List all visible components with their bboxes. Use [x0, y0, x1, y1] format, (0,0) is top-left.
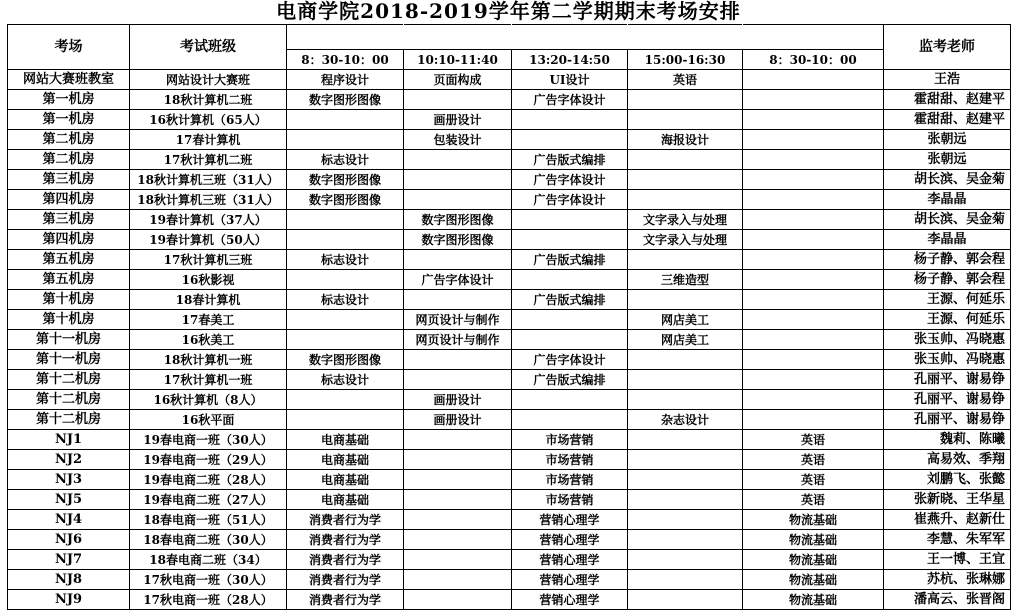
slot-4-cell[interactable]	[628, 490, 743, 510]
table-row	[8, 310, 1011, 330]
header-teachers[interactable]: 监考老师	[884, 25, 1011, 70]
table-row	[8, 510, 1011, 530]
slot-3-cell[interactable]	[512, 410, 628, 430]
slot-4-cell[interactable]	[628, 150, 743, 170]
slot-5-cell[interactable]: 英语	[743, 430, 884, 450]
table-row	[8, 170, 1011, 190]
class-cell[interactable]: 16秋计算机（8人）	[130, 390, 287, 410]
class-cell[interactable]: 16秋影视	[130, 270, 287, 290]
class-cell[interactable]: 17秋计算机三班	[130, 250, 287, 270]
slot-5-cell[interactable]	[743, 250, 884, 270]
room-cell[interactable]: NJ9	[8, 590, 130, 610]
table-row	[8, 70, 1011, 90]
slot-3-cell[interactable]	[512, 330, 628, 350]
sheet-title: 电商学院2018-2019学年第二学期期末考场安排	[276, 0, 741, 23]
exam-schedule-table	[7, 24, 1011, 610]
room-cell[interactable]: NJ3	[8, 470, 130, 490]
teachers-cell[interactable]: 孔丽平、谢易铮	[884, 390, 1011, 410]
slot-4-cell[interactable]	[628, 110, 743, 130]
room-cell[interactable]: 网站大赛班教室	[8, 70, 130, 90]
table-row	[8, 450, 1011, 470]
slot-4-cell[interactable]	[628, 90, 743, 110]
teachers-cell[interactable]: 张玉帅、冯晓惠	[884, 330, 1011, 350]
class-cell[interactable]: 17春计算机	[130, 130, 287, 150]
slot-5-cell[interactable]: 英语	[743, 450, 884, 470]
teachers-cell[interactable]: 杨子静、郭会程	[884, 270, 1011, 290]
teachers-cell[interactable]: 李晶晶	[884, 190, 1011, 210]
slot-1-cell[interactable]	[287, 390, 404, 410]
table-row	[8, 270, 1011, 290]
table-row	[8, 110, 1011, 130]
slot-3-cell[interactable]: 广告版式编排	[512, 150, 628, 170]
slot-2-cell[interactable]: 画册设计	[404, 410, 512, 430]
slot-2-cell[interactable]: 广告字体设计	[404, 270, 512, 290]
slot-1-cell[interactable]: 数字图形图像	[287, 190, 404, 210]
slot-1-cell[interactable]: 程序设计	[287, 70, 404, 90]
table-row	[8, 130, 1011, 150]
class-cell[interactable]: 17秋电商一班（30人）	[130, 570, 287, 590]
slot-5-cell[interactable]	[743, 290, 884, 310]
slot-2-cell[interactable]: 网页设计与制作	[404, 310, 512, 330]
slot-4-cell[interactable]: 杂志设计	[628, 410, 743, 430]
slot-4-cell[interactable]	[628, 430, 743, 450]
slot-5-cell[interactable]	[743, 90, 884, 110]
slot-1-cell[interactable]: 消费者行为学	[287, 510, 404, 530]
slot-3-cell[interactable]: 广告版式编排	[512, 290, 628, 310]
class-cell[interactable]: 19春计算机（50人）	[130, 230, 287, 250]
slot-5-cell[interactable]	[743, 230, 884, 250]
teachers-cell[interactable]: 魏莉、陈曦	[884, 430, 1011, 450]
slot-2-cell[interactable]	[404, 530, 512, 550]
slot-5-cell[interactable]	[743, 150, 884, 170]
slot-3-cell[interactable]: 营销心理学	[512, 570, 628, 590]
slot-4-cell[interactable]	[628, 390, 743, 410]
table-row	[8, 190, 1011, 210]
class-cell[interactable]: 16秋计算机（65人）	[130, 110, 287, 130]
table-row	[8, 290, 1011, 310]
slot-2-cell[interactable]	[404, 430, 512, 450]
teachers-cell[interactable]: 霍甜甜、赵建平	[884, 90, 1011, 110]
slot-2-cell[interactable]	[404, 150, 512, 170]
class-cell[interactable]: 18春计算机	[130, 290, 287, 310]
class-cell[interactable]: 网站设计大赛班	[130, 70, 287, 90]
table-row	[8, 230, 1011, 250]
slot-5-cell[interactable]: 物流基础	[743, 530, 884, 550]
slot-5-cell[interactable]	[743, 410, 884, 430]
slot-5-cell[interactable]	[743, 330, 884, 350]
slot-4-cell[interactable]	[628, 450, 743, 470]
slot-1-cell[interactable]: 标志设计	[287, 250, 404, 270]
slot-1-cell[interactable]: 标志设计	[287, 370, 404, 390]
class-cell[interactable]: 19春电商一班（30人）	[130, 430, 287, 450]
class-cell[interactable]: 18秋计算机二班	[130, 90, 287, 110]
slot-5-cell[interactable]	[743, 130, 884, 150]
slot-1-cell[interactable]	[287, 270, 404, 290]
class-cell[interactable]: 18春电商二班（34）	[130, 550, 287, 570]
slot-1-cell[interactable]: 消费者行为学	[287, 550, 404, 570]
slot-1-cell[interactable]: 数字图形图像	[287, 350, 404, 370]
room-cell[interactable]: 第十一机房	[8, 330, 130, 350]
slot-3-cell[interactable]	[512, 210, 628, 230]
slot-2-cell[interactable]	[404, 370, 512, 390]
class-cell[interactable]: 16秋美工	[130, 330, 287, 350]
slot-4-cell[interactable]	[628, 290, 743, 310]
header-time-slot-4[interactable]: 15:00-16:30	[628, 50, 743, 70]
room-cell[interactable]: NJ1	[8, 430, 130, 450]
class-cell[interactable]: 19春计算机（37人）	[130, 210, 287, 230]
class-cell[interactable]: 17秋计算机一班	[130, 370, 287, 390]
slot-5-cell[interactable]	[743, 170, 884, 190]
teachers-cell[interactable]: 王一博、王宜	[884, 550, 1011, 570]
slot-5-cell[interactable]: 物流基础	[743, 550, 884, 570]
teachers-cell[interactable]: 王源、何延乐	[884, 310, 1011, 330]
slot-5-cell[interactable]: 物流基础	[743, 510, 884, 530]
slot-2-cell[interactable]	[404, 190, 512, 210]
table-row	[8, 350, 1011, 370]
slot-4-cell[interactable]	[628, 510, 743, 530]
table-row	[8, 430, 1011, 450]
slot-3-cell[interactable]: 营销心理学	[512, 550, 628, 570]
teachers-cell[interactable]: 霍甜甜、赵建平	[884, 110, 1011, 130]
header-time-slot-1[interactable]: 8：30-10：00	[287, 50, 404, 70]
slot-2-cell[interactable]	[404, 510, 512, 530]
slot-5-cell[interactable]: 英语	[743, 470, 884, 490]
table-row	[8, 250, 1011, 270]
slot-4-cell[interactable]: 文字录入与处理	[628, 230, 743, 250]
slot-4-cell[interactable]	[628, 570, 743, 590]
room-cell[interactable]: NJ2	[8, 450, 130, 470]
slot-3-cell[interactable]: 营销心理学	[512, 510, 628, 530]
room-cell[interactable]: NJ8	[8, 570, 130, 590]
room-cell[interactable]: 第十一机房	[8, 350, 130, 370]
teachers-cell[interactable]: 孔丽平、谢易铮	[884, 410, 1011, 430]
teachers-cell[interactable]: 李晶晶	[884, 230, 1011, 250]
slot-4-cell[interactable]: 三维造型	[628, 270, 743, 290]
class-cell[interactable]: 16秋平面	[130, 410, 287, 430]
room-cell[interactable]: 第五机房	[8, 250, 130, 270]
class-cell[interactable]: 19春电商二班（27人）	[130, 490, 287, 510]
slot-3-cell[interactable]: 市场营销	[512, 470, 628, 490]
slot-1-cell[interactable]	[287, 230, 404, 250]
teachers-cell[interactable]: 孔丽平、谢易铮	[884, 370, 1011, 390]
slot-2-cell[interactable]	[404, 490, 512, 510]
room-cell[interactable]: 第一机房	[8, 90, 130, 110]
teachers-cell[interactable]: 李慧、朱军军	[884, 530, 1011, 550]
room-cell[interactable]: 第二机房	[8, 150, 130, 170]
slot-1-cell[interactable]	[287, 330, 404, 350]
slot-3-cell[interactable]: 广告字体设计	[512, 350, 628, 370]
schedule-rows	[8, 70, 1011, 610]
room-cell[interactable]: 第三机房	[8, 170, 130, 190]
slot-5-cell[interactable]	[743, 70, 884, 90]
slot-2-cell[interactable]	[404, 570, 512, 590]
header-blank-1[interactable]	[287, 25, 404, 50]
table-row	[8, 490, 1011, 510]
slot-3-cell[interactable]	[512, 110, 628, 130]
slot-1-cell[interactable]	[287, 210, 404, 230]
slot-1-cell[interactable]: 消费者行为学	[287, 570, 404, 590]
slot-2-cell[interactable]	[404, 470, 512, 490]
room-cell[interactable]: 第十二机房	[8, 390, 130, 410]
header-time-slot-3[interactable]: 13:20-14:50	[512, 50, 628, 70]
table-row	[8, 470, 1011, 490]
teachers-cell[interactable]: 胡长滨、吴金菊	[884, 170, 1011, 190]
room-cell[interactable]: 第四机房	[8, 190, 130, 210]
slot-2-cell[interactable]: 网页设计与制作	[404, 330, 512, 350]
slot-1-cell[interactable]: 电商基础	[287, 430, 404, 450]
table-row	[8, 90, 1011, 110]
table-row	[8, 370, 1011, 390]
slot-2-cell[interactable]: 数字图形图像	[404, 210, 512, 230]
slot-4-cell[interactable]	[628, 190, 743, 210]
room-cell[interactable]: 第十二机房	[8, 370, 130, 390]
table-row	[8, 330, 1011, 350]
slot-4-cell[interactable]: 英语	[628, 70, 743, 90]
slot-3-cell[interactable]: 广告字体设计	[512, 170, 628, 190]
slot-5-cell[interactable]: 物流基础	[743, 570, 884, 590]
class-cell[interactable]: 19春电商二班（28人）	[130, 470, 287, 490]
slot-4-cell[interactable]	[628, 550, 743, 570]
room-cell[interactable]: NJ5	[8, 490, 130, 510]
slot-1-cell[interactable]	[287, 110, 404, 130]
slot-2-cell[interactable]	[404, 590, 512, 610]
slot-2-cell[interactable]: 包装设计	[404, 130, 512, 150]
slot-1-cell[interactable]: 数字图形图像	[287, 90, 404, 110]
header-time-slot-5[interactable]: 8：30-10：00	[743, 50, 884, 70]
teachers-cell[interactable]: 刘鹏飞、张懿	[884, 470, 1011, 490]
slot-1-cell[interactable]: 消费者行为学	[287, 590, 404, 610]
class-cell[interactable]: 18春电商一班（51人）	[130, 510, 287, 530]
slot-2-cell[interactable]	[404, 90, 512, 110]
table-row	[8, 570, 1011, 590]
table-row	[8, 550, 1011, 570]
slot-4-cell[interactable]	[628, 370, 743, 390]
table-row	[8, 410, 1011, 430]
teachers-cell[interactable]: 杨子静、郭会程	[884, 250, 1011, 270]
slot-4-cell[interactable]	[628, 590, 743, 610]
teachers-cell[interactable]: 潘高云、张晋阁	[884, 590, 1011, 610]
class-cell[interactable]: 18春电商二班（30人）	[130, 530, 287, 550]
slot-3-cell[interactable]: 广告字体设计	[512, 90, 628, 110]
slot-1-cell[interactable]: 消费者行为学	[287, 530, 404, 550]
header-blank-5[interactable]	[743, 25, 884, 50]
teachers-cell[interactable]: 苏杭、张琳娜	[884, 570, 1011, 590]
teachers-cell[interactable]: 王源、何延乐	[884, 290, 1011, 310]
header-class[interactable]: 考试班级	[130, 25, 287, 70]
slot-2-cell[interactable]	[404, 290, 512, 310]
slot-1-cell[interactable]	[287, 130, 404, 150]
slot-3-cell[interactable]: 广告字体设计	[512, 190, 628, 210]
slot-2-cell[interactable]: 画册设计	[404, 110, 512, 130]
room-cell[interactable]: NJ4	[8, 510, 130, 530]
slot-3-cell[interactable]: UI设计	[512, 70, 628, 90]
header-room[interactable]: 考场	[8, 25, 130, 70]
slot-3-cell[interactable]	[512, 310, 628, 330]
slot-2-cell[interactable]	[404, 250, 512, 270]
slot-5-cell[interactable]	[743, 190, 884, 210]
slot-2-cell[interactable]: 数字图形图像	[404, 230, 512, 250]
slot-3-cell[interactable]: 营销心理学	[512, 530, 628, 550]
table-row	[8, 210, 1011, 230]
table-row	[8, 150, 1011, 170]
slot-5-cell[interactable]	[743, 310, 884, 330]
room-cell[interactable]: 第三机房	[8, 210, 130, 230]
room-cell[interactable]: NJ7	[8, 550, 130, 570]
class-cell[interactable]: 18秋计算机三班（31人）	[130, 190, 287, 210]
slot-5-cell[interactable]	[743, 350, 884, 370]
class-cell[interactable]: 19春电商一班（29人）	[130, 450, 287, 470]
room-cell[interactable]: 第十机房	[8, 290, 130, 310]
slot-3-cell[interactable]	[512, 390, 628, 410]
header-blank-4[interactable]	[628, 25, 743, 50]
slot-4-cell[interactable]	[628, 170, 743, 190]
slot-2-cell[interactable]: 页面构成	[404, 70, 512, 90]
slot-1-cell[interactable]: 电商基础	[287, 470, 404, 490]
slot-1-cell[interactable]: 电商基础	[287, 490, 404, 510]
slot-1-cell[interactable]: 电商基础	[287, 450, 404, 470]
slot-3-cell[interactable]: 市场营销	[512, 450, 628, 470]
slot-4-cell[interactable]	[628, 530, 743, 550]
header-blank-3[interactable]	[512, 25, 628, 50]
slot-3-cell[interactable]: 广告版式编排	[512, 370, 628, 390]
slot-3-cell[interactable]	[512, 130, 628, 150]
slot-4-cell[interactable]	[628, 470, 743, 490]
teachers-cell[interactable]: 张朝远	[884, 150, 1011, 170]
slot-4-cell[interactable]	[628, 250, 743, 270]
slot-4-cell[interactable]	[628, 350, 743, 370]
teachers-cell[interactable]: 高易效、季翔	[884, 450, 1011, 470]
class-cell[interactable]: 18秋计算机一班	[130, 350, 287, 370]
slot-5-cell[interactable]	[743, 370, 884, 390]
teachers-cell[interactable]: 张朝远	[884, 130, 1011, 150]
slot-1-cell[interactable]: 标志设计	[287, 150, 404, 170]
room-cell[interactable]: 第十二机房	[8, 410, 130, 430]
slot-2-cell[interactable]	[404, 170, 512, 190]
room-cell[interactable]: NJ6	[8, 530, 130, 550]
slot-2-cell[interactable]	[404, 550, 512, 570]
room-cell[interactable]: 第四机房	[8, 230, 130, 250]
slot-3-cell[interactable]	[512, 230, 628, 250]
slot-1-cell[interactable]: 标志设计	[287, 290, 404, 310]
teachers-cell[interactable]: 崔燕升、赵新仕	[884, 510, 1011, 530]
slot-1-cell[interactable]	[287, 410, 404, 430]
slot-1-cell[interactable]: 数字图形图像	[287, 170, 404, 190]
teachers-cell[interactable]: 张玉帅、冯晓惠	[884, 350, 1011, 370]
slot-2-cell[interactable]	[404, 450, 512, 470]
teachers-cell[interactable]: 张新晓、王华星	[884, 490, 1011, 510]
slot-5-cell[interactable]: 英语	[743, 490, 884, 510]
slot-3-cell[interactable]: 市场营销	[512, 430, 628, 450]
slot-1-cell[interactable]	[287, 310, 404, 330]
class-cell[interactable]: 17秋计算机二班	[130, 150, 287, 170]
class-cell[interactable]: 17秋电商一班（28人）	[130, 590, 287, 610]
table-row	[8, 530, 1011, 550]
slot-3-cell[interactable]	[512, 270, 628, 290]
slot-4-cell[interactable]: 文字录入与处理	[628, 210, 743, 230]
slot-3-cell[interactable]: 广告版式编排	[512, 250, 628, 270]
room-cell[interactable]: 第十机房	[8, 310, 130, 330]
slot-3-cell[interactable]: 营销心理学	[512, 590, 628, 610]
slot-5-cell[interactable]: 物流基础	[743, 590, 884, 610]
room-cell[interactable]: 第二机房	[8, 130, 130, 150]
teachers-cell[interactable]: 胡长滨、吴金菊	[884, 210, 1011, 230]
header-blank-2[interactable]	[404, 25, 512, 50]
slot-4-cell[interactable]: 网店美工	[628, 330, 743, 350]
class-cell[interactable]: 17春美工	[130, 310, 287, 330]
room-cell[interactable]: 第一机房	[8, 110, 130, 130]
teachers-cell[interactable]: 王浩	[884, 70, 1011, 90]
slot-5-cell[interactable]	[743, 110, 884, 130]
slot-2-cell[interactable]: 画册设计	[404, 390, 512, 410]
slot-5-cell[interactable]	[743, 390, 884, 410]
room-cell[interactable]: 第五机房	[8, 270, 130, 290]
table-row	[8, 590, 1011, 610]
table-row	[8, 390, 1011, 410]
slot-4-cell[interactable]: 海报设计	[628, 130, 743, 150]
slot-4-cell[interactable]: 网店美工	[628, 310, 743, 330]
slot-3-cell[interactable]: 市场营销	[512, 490, 628, 510]
header-time-slot-2[interactable]: 10:10-11:40	[404, 50, 512, 70]
slot-2-cell[interactable]	[404, 350, 512, 370]
slot-5-cell[interactable]	[743, 270, 884, 290]
header-row-top	[8, 25, 1011, 50]
class-cell[interactable]: 18秋计算机三班（31人）	[130, 170, 287, 190]
slot-5-cell[interactable]	[743, 210, 884, 230]
